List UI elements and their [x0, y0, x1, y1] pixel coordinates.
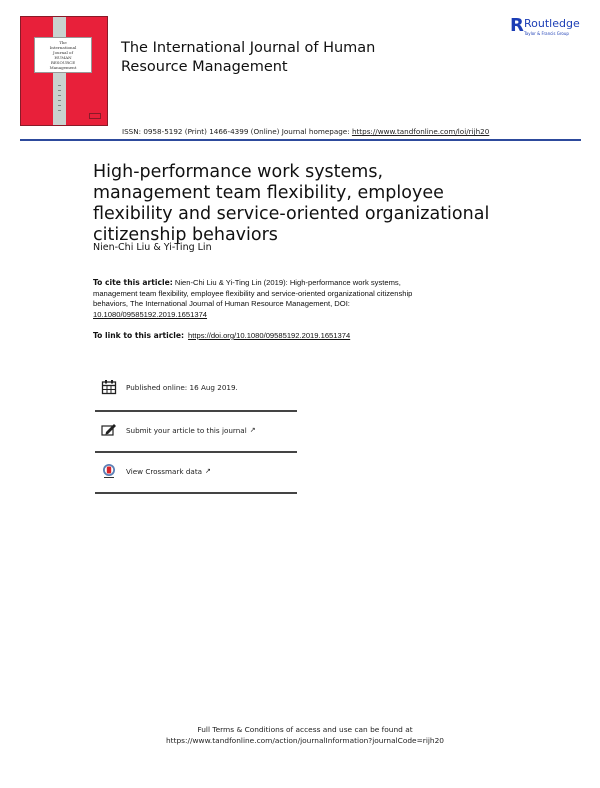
- cover-line: International: [49, 45, 77, 50]
- article-doi-link[interactable]: https://doi.org/10.1080/09585192.2019.1651374: [188, 331, 351, 340]
- external-link-icon: ↗: [249, 426, 256, 434]
- cover-line: RESOURCE: [50, 60, 76, 65]
- row-divider: [95, 492, 297, 494]
- cover-decoration: [58, 81, 61, 115]
- row-divider: [95, 410, 297, 412]
- calendar-icon: [100, 378, 118, 396]
- link-label: To link to this article:: [93, 331, 185, 340]
- cover-line: Journal of: [53, 50, 73, 55]
- crossmark-link[interactable]: View Crossmark data: [126, 466, 203, 476]
- cover-line: HUMAN: [54, 55, 72, 60]
- publisher-name: Routledge: [524, 17, 580, 30]
- article-authors: Nien-Chi Liu & Yi-Ting Lin: [93, 242, 212, 253]
- terms-text: Full Terms & Conditions of access and use can be found at: [197, 725, 413, 734]
- cover-publisher-mark: [89, 113, 101, 119]
- cite-doi[interactable]: 10.1080/09585192.2019.1651374: [93, 309, 208, 319]
- terms-url[interactable]: https://www.tandfonline.com/action/journalInformation?journalCode=rijh20: [165, 736, 445, 745]
- publisher-tagline: Taylor & Francis Group: [524, 31, 569, 36]
- crossmark-icon: [100, 462, 118, 480]
- cover-title-label: [34, 37, 92, 73]
- submit-article-row[interactable]: [100, 420, 256, 440]
- cover-line: The: [59, 40, 67, 45]
- terms-footer: [100, 724, 510, 746]
- crossmark-row[interactable]: [100, 461, 211, 481]
- submit-article-link[interactable]: Submit your article to this journal: [126, 425, 247, 435]
- journal-cover-image: [20, 16, 108, 126]
- header-divider: [20, 139, 581, 141]
- row-divider: [95, 451, 297, 453]
- external-link-icon: ↗: [205, 467, 211, 475]
- citation-block: [93, 278, 428, 320]
- journal-title: The International Journal of Human Resource Management: [121, 40, 376, 75]
- routledge-r-icon: R: [510, 15, 524, 36]
- published-online-row: [100, 377, 238, 397]
- published-online-text: Published online: 16 Aug 2019.: [126, 382, 238, 392]
- journal-homepage-link[interactable]: https://www.tandfonline.com/loi/rijh20: [351, 127, 490, 136]
- article-title: High-performance work systems, management team flexibility, employee flexibility and service-oriented organizational citizenship behaviors: [93, 162, 490, 245]
- cite-label: To cite this article:: [93, 278, 173, 287]
- issn-line: [122, 127, 489, 136]
- routledge-logo: [510, 16, 596, 40]
- issn-text: ISSN: 0958-5192 (Print) 1466-4399 (Online) Journal homepage:: [122, 127, 352, 136]
- edit-icon: [100, 421, 118, 439]
- article-link-line: [93, 331, 350, 340]
- cover-line: Management: [49, 65, 77, 70]
- cite-text: Nien-Chi Liu & Yi-Ting Lin (2019): High-performance work systems, management team flexibility, employee flexibility and service-oriented organizational citizenship behaviors, The International Journal of Human Resource Management, DOI:: [93, 278, 413, 308]
